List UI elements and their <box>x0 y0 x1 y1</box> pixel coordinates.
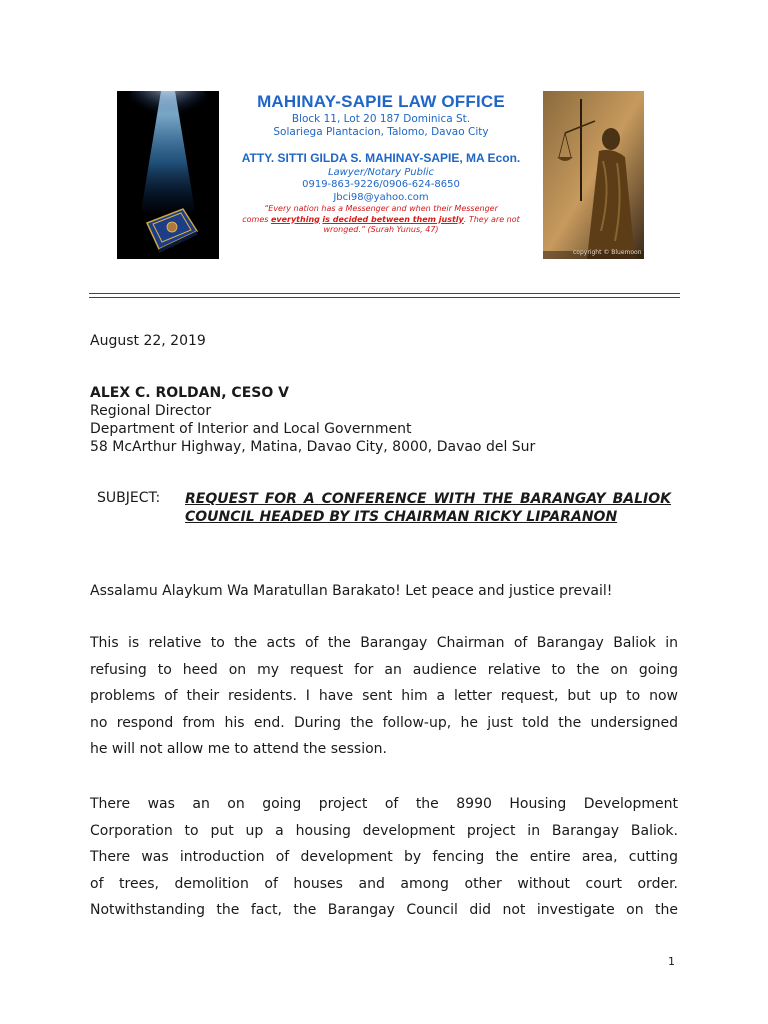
paragraph-line: of trees, demolition of houses and among other without court order. <box>90 875 678 892</box>
recipient-title: Regional Director <box>90 403 212 419</box>
paragraph-1 <box>90 630 678 763</box>
phone-numbers: 0919-863-9226/0906-624-8650 <box>302 179 460 190</box>
header-divider-top <box>89 293 680 294</box>
quote-emphasis-1: everything <box>270 214 320 224</box>
quote-line-3: wronged.” (Surah Yunus, 47) <box>323 225 439 234</box>
quote-emphasis-2: is decided between them justly <box>322 214 464 224</box>
recipient-address: 58 McArthur Highway, Matina, Davao City, 8000, Davao del Sur <box>90 439 536 455</box>
image-copyright-caption: copyright © Bluemoon <box>573 249 642 256</box>
quote-line-2: comes everything is decided between them justly. They are not <box>242 214 520 224</box>
recipient-block <box>90 384 535 456</box>
address-line-1: Block 11, Lot 20 187 Dominica St. <box>291 113 471 125</box>
paragraph-line: This is relative to the acts of the Barangay Chairman of Barangay Baliok in <box>90 635 678 651</box>
paragraph-line: There was introduction of development by fencing the entire area, cutting <box>90 849 678 866</box>
paragraph-line: he will not allow me to attend the session. <box>90 741 387 758</box>
letter-date: August 22, 2019 <box>90 333 206 349</box>
attorney-name: ATTY. SITTI GILDA S. MAHINAY-SAPIE, MA Econ. <box>241 151 521 165</box>
paragraph-line: refusing to heed on my request for an audience relative to the on going <box>90 661 678 678</box>
header-divider-bottom <box>89 297 680 298</box>
paragraph-line: Corporation to put up a housing development project in Barangay Baliok. <box>90 822 678 839</box>
lady-justice-image <box>543 91 644 259</box>
attorney-title: Lawyer/Notary Public <box>327 167 435 178</box>
quran-light-image <box>117 91 219 259</box>
page-number: 1 <box>668 955 675 968</box>
quote-block <box>222 204 540 236</box>
greeting: Assalamu Alaykum Wa Maratullan Barakato! Let peace and justice prevail! <box>90 583 613 599</box>
paragraph-line: no respond from his end. During the follow-up, he just told the undersigned <box>90 714 678 731</box>
paragraph-line: problems of their residents. I have sent him a letter request, but up to now <box>90 688 678 705</box>
subject-text: REQUEST FOR A CONFERENCE WITH THE BARANGAY BALIOK COUNCIL HEADED BY ITS CHAIRMAN RICKY LIPARANON <box>185 491 671 525</box>
subject-label: SUBJECT: <box>97 490 161 506</box>
office-name: MAHINAY-SAPIE LAW OFFICE <box>257 92 505 111</box>
address-line-2: Solariega Plantacion, Talomo, Davao City <box>273 126 489 138</box>
quote-line-1: “Every nation has a Messenger and when their Messenger <box>264 204 498 213</box>
paragraph-line: Notwithstanding the fact, the Barangay Council did not investigate on the <box>90 902 678 919</box>
email-address[interactable]: Jbci98@yahoo.com <box>333 192 429 203</box>
recipient-name: ALEX C. ROLDAN, CESO V <box>90 385 289 401</box>
paragraph-2 <box>90 791 678 924</box>
paragraph-line: There was an on going project of the 8990 Housing Development <box>90 796 678 812</box>
recipient-organization: Department of Interior and Local Government <box>90 421 412 437</box>
